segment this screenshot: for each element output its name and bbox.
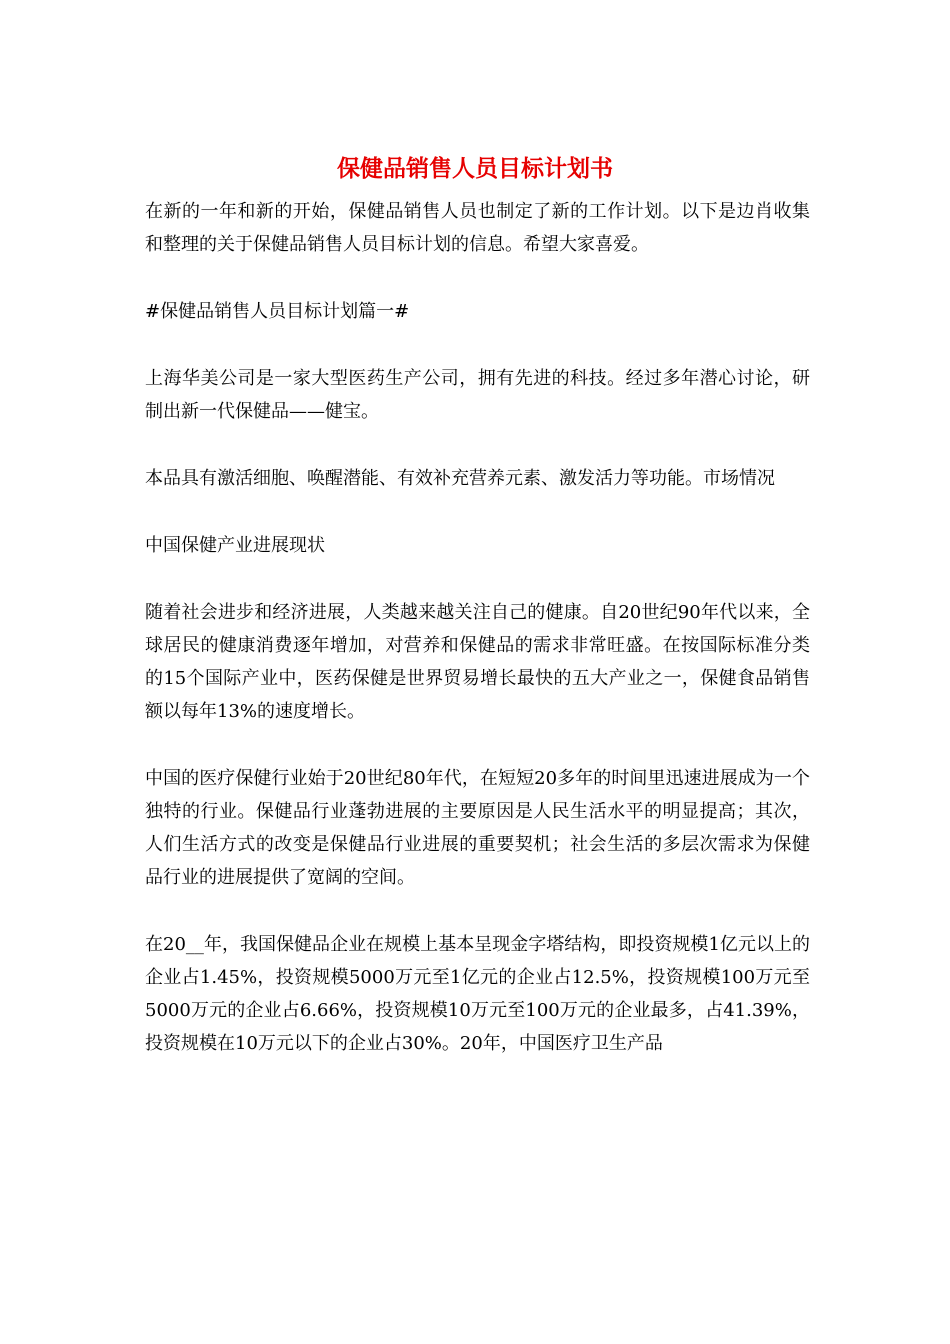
product-paragraph: 本品具有激活细胞、唤醒潜能、有效补充营养元素、激发活力等功能。市场情况	[145, 468, 775, 489]
section-heading: #保健品销售人员目标计划篇一#	[145, 301, 410, 322]
subheading: 中国保健产业进展现状	[145, 535, 325, 556]
industry-paragraph: 随着社会进步和经济进展，人类越来越关注自己的健康。自20世纪90年代以来，全球居民的健康消费逐年增加，对营养和保健品的需求非常旺盛。在按国际标准分类的15个国际产业中，医药保健是世界贸易增长最快的五大产业之一，保健食品销售额以每年13%的速度增长。	[145, 602, 810, 722]
structure-paragraph: 在20__年，我国保健品企业在规模上基本呈现金字塔结构，即投资规模1亿元以上的企业占1.45%，投资规模5000万元至1亿元的企业占12.5%，投资规模100万元至5000万元的企业占6.66%，投资规模10万元至100万元的企业最多，占41.39%， 投资规模在10万元以下的企业占30%。20年，中国医疗卫生产品	[145, 934, 810, 1054]
intro-paragraph: 在新的一年和新的开始，保健品销售人员也制定了新的工作计划。以下是边肖收集和整理的关于保健品销售人员目标计划的信息。希望大家喜爱。	[145, 201, 810, 255]
history-paragraph: 中国的医疗保健行业始于20世纪80年代，在短短20多年的时间里迅速进展成为一个独特的行业。保健品行业蓬勃进展的主要原因是人民生活水平的明显提高；其次，人们生活方式的改变是保健品行业进展的重要契机；社会生活的多层次需求为保健品行业的进展提供了宽阔的空间。	[145, 768, 810, 888]
document-title: 保健品销售人员目标计划书	[337, 155, 613, 182]
company-paragraph: 上海华美公司是一家大型医药生产公司，拥有先进的科技。经过多年潜心讨论，研制出新一代保健品——健宝。	[145, 368, 810, 422]
document-body	[145, 195, 810, 1060]
